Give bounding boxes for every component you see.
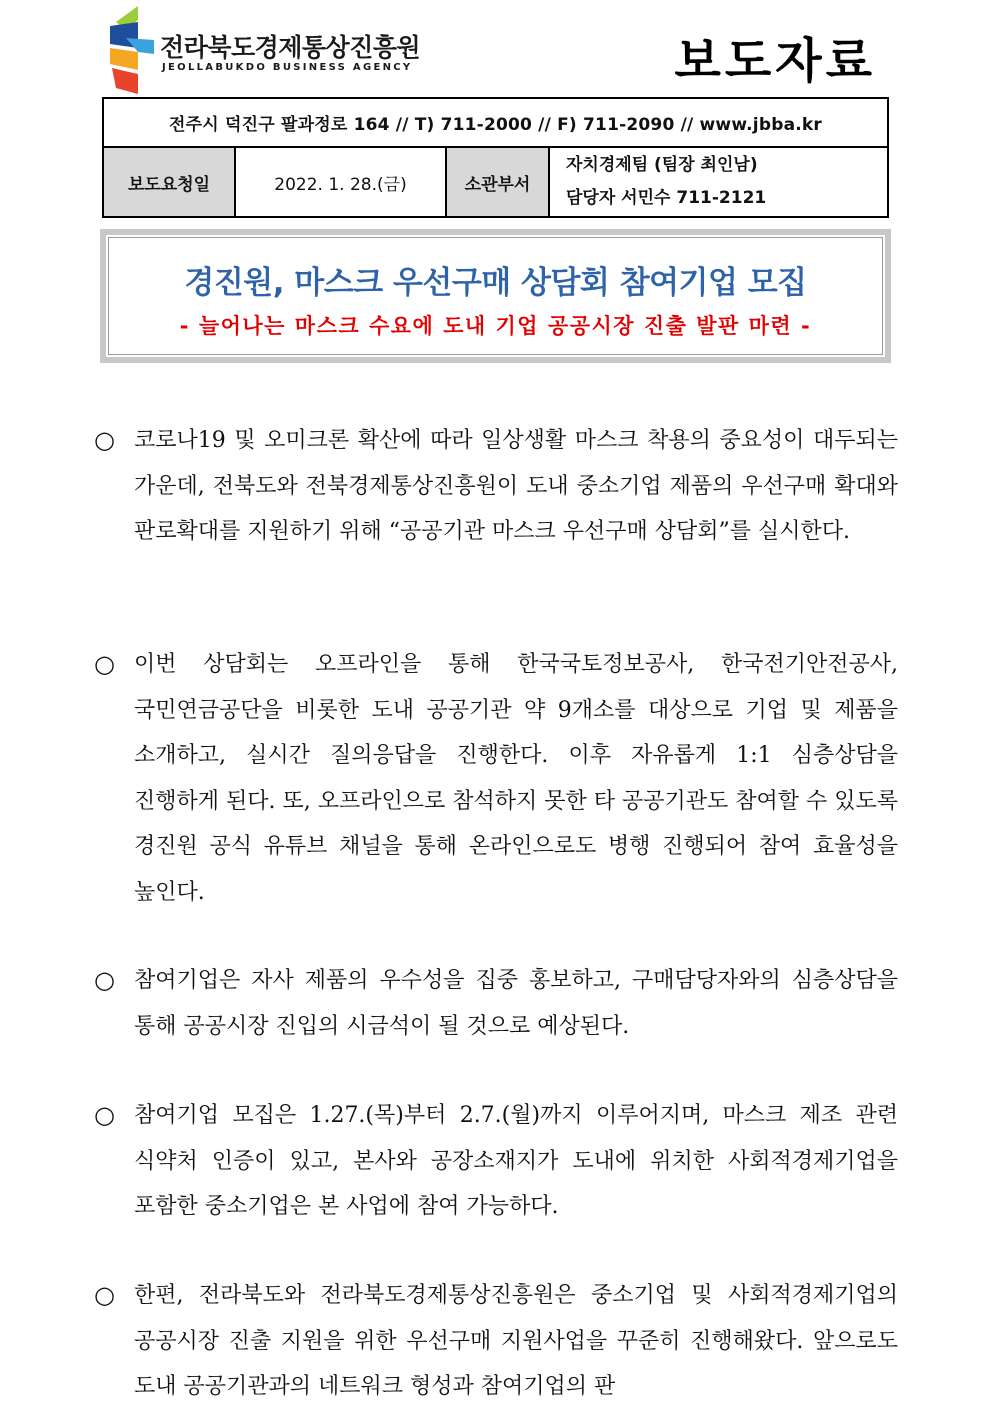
headline-title: 경진원, 마스크 우선구매 상담회 참여기업 모집 [184,265,807,301]
headline-box [100,229,891,363]
paragraph-text: 한편, 전라북도와 전라북도경제통상진흥원은 중소기업 및 사회적경제기업의 공공시장 진출 지원을 위한 우선구매 지원사업을 꾸준히 진행해왔다. 앞으로도 도내 공공기관과의 네트워크 형성과 참여기업의 판 [134,1283,898,1399]
paragraph-text: 참여기업은 자사 제품의 우수성을 집중 홍보하고, 구매담당자와의 심층상담을 통해 공공시장 진입의 시금석이 될 것으로 예상된다. [134,968,898,1039]
request-date-value: 2022. 1. 28.(금) [235,147,446,217]
request-date-label: 보도요청일 [103,147,235,217]
headline-subtitle: - 늘어나는 마스크 수요에 도내 기업 공공시장 진출 발판 마련 - [179,314,812,338]
contact-info-table [102,97,889,218]
department-contact: 담당자 서민수 711-2121 [566,188,767,208]
body-paragraph [94,642,898,915]
body-paragraph [94,418,898,555]
circle-bullet-icon: ○ [94,650,115,678]
address-line: 전주시 덕진구 팔과정로 164 // T) 711-2000 // F) 711-2090 // www.jbba.kr [103,98,888,147]
paragraph-text: 이번 상담회는 오프라인을 통해 한국국토정보공사, 한국전기안전공사, 국민연금공단을 비롯한 도내 공공기관 약 9개소를 대상으로 기업 및 제품을 소개하고, 실시간 질의응답을 진행한다. 이후 자유롭게 1:1 심층상담을 진행하게 된다. 또, 오프라인으로 참석하지 못한 타 공공기관도 참여할 수 있도록 경진원 공식 유튜브 채널을 통해 온라인으로도 병행 진행되어 참여 효율성을 높인다. [134,652,898,905]
body-paragraph [94,1273,898,1410]
circle-bullet-icon: ○ [94,966,115,994]
org-logo [108,2,421,92]
department-label: 소관부서 [446,147,549,217]
circle-bullet-icon: ○ [94,426,115,454]
circle-bullet-icon: ○ [94,1281,115,1309]
department-info [549,147,888,217]
department-team: 자치경제팀 (팀장 최인남) [566,155,758,175]
org-name-korean: 전라북도경제통상진흥원 [160,33,421,62]
body-paragraph [94,958,898,1049]
org-name-english: JEOLLABUKDO BUSINESS AGENCY [162,62,413,73]
body-paragraph [94,1093,898,1230]
paragraph-text: 참여기업 모집은 1.27.(목)부터 2.7.(월)까지 이루어지며, 마스크 제조 관련 식약처 인증이 있고, 본사와 공장소재지가 도내에 위치한 사회적경제기업을 포함한 중소기업은 본 사업에 참여 가능하다. [134,1103,898,1219]
document-type-title: 보도자료 [674,33,876,89]
circle-bullet-icon: ○ [94,1101,115,1129]
paragraph-text: 코로나19 및 오미크론 확산에 따라 일상생활 마스크 착용의 중요성이 대두되는 가운데, 전북도와 전북경제통상진흥원이 도내 중소기업 제품의 우선구매 확대와 판로확대를 지원하기 위해 “공공기관 마스크 우선구매 상담회”를 실시한다. [134,428,898,544]
org-logo-mark-icon [108,4,158,94]
